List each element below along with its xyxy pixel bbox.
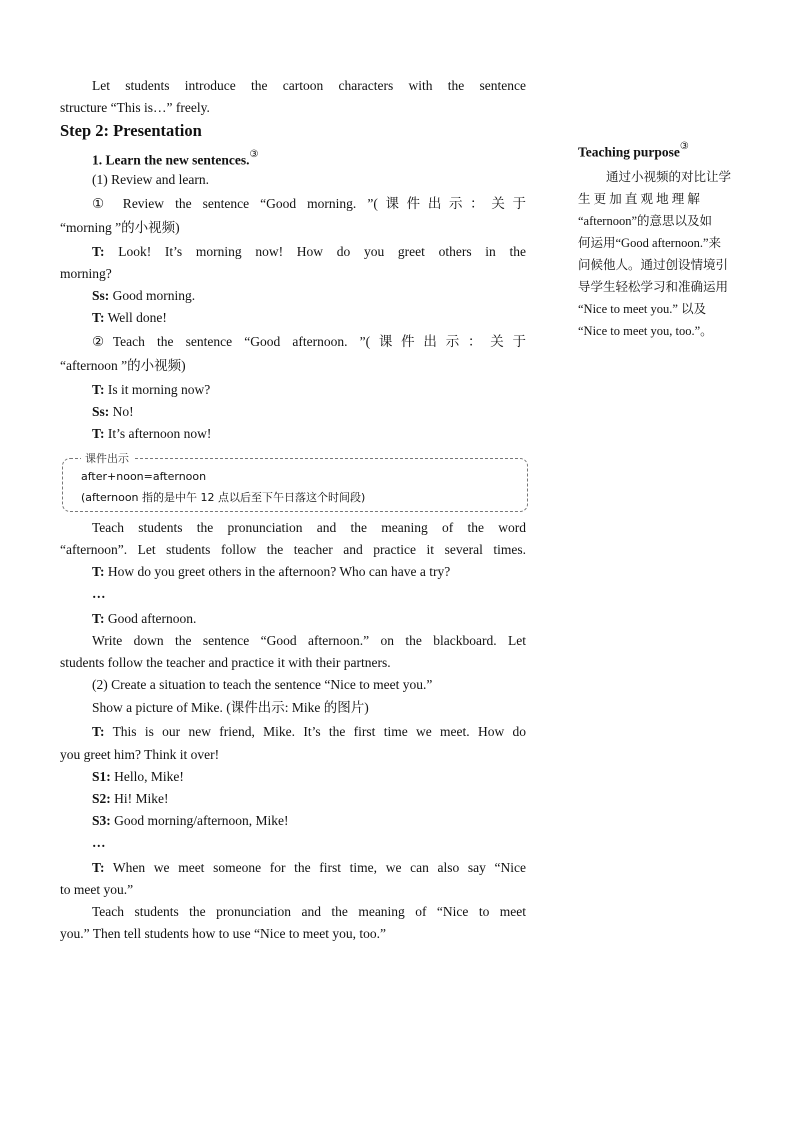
footnote-marker: ③ [249, 149, 259, 160]
purpose-line: 何运用“Good afternoon.”来 [578, 236, 722, 250]
dialogue-text: Good morning. [112, 288, 196, 303]
speaker-label: T: [92, 860, 105, 875]
purpose-line: “Nice to meet you.” 以及 [578, 302, 707, 316]
speaker-label: S2: [92, 791, 111, 806]
dialogue-text: No! [112, 404, 134, 419]
sub-heading-text: 1. Learn the new sentences. [92, 152, 250, 168]
purpose-line: 生 更 加 直 观 地 理 解 [578, 192, 700, 206]
ellipsis: … [92, 835, 106, 850]
dialogue-line [92, 285, 526, 307]
dialogue-text: When we meet someone for the first time, we can also say “Nice [112, 860, 526, 875]
dialogue-text: Is it morning now? [107, 382, 211, 397]
item2-line-2: “afternoon ”的小视频) [60, 358, 186, 373]
courseware-line-2: (afternoon 指的是中午 12 点以后至下午日落这个时间段) [81, 491, 366, 504]
dialogue-text: Hi! Mike! [114, 791, 169, 806]
purpose-line: 通过小视频的对比让学 [606, 170, 732, 184]
final-line-2: you.” Then tell students how to use “Nice to meet you, too.” [60, 926, 386, 941]
dialogue-text: Well done! [107, 310, 167, 325]
dialogue-text: It’s afternoon now! [107, 426, 212, 441]
purpose-line: “afternoon”的意思以及如 [578, 214, 712, 228]
write-line-2: students follow the teacher and practice it with their partners. [60, 655, 391, 670]
teaching-purpose-title-text: Teaching purpose [578, 144, 680, 160]
dialogue-line [92, 810, 526, 832]
dialogue-line [92, 241, 526, 263]
courseware-label: 课件出示 [81, 450, 133, 466]
dialogue-line [92, 788, 526, 810]
intro-line-1: Let students introduce the cartoon characters with the sentence [92, 78, 526, 93]
speaker-label: T: [92, 564, 105, 579]
speaker-label: T: [92, 724, 105, 739]
item1-line-1: ① Review the sentence “Good morning. ”(课件出示：关于 [92, 196, 526, 211]
teaching-purpose-title [578, 143, 689, 161]
dialogue-text: This is our new friend, Mike. It’s the first time we meet. How do [112, 724, 526, 739]
dialogue-line [92, 857, 526, 879]
write-line-1: Write down the sentence “Good afternoon.” on the blackboard. Let [92, 633, 526, 648]
final-line-1: Teach students the pronunciation and the meaning of “Nice to meet [92, 904, 526, 919]
dialogue-line [92, 766, 526, 788]
speaker-label: T: [92, 382, 105, 397]
purpose-line: “Nice to meet you, too.”。 [578, 324, 713, 338]
dialogue-line [92, 608, 526, 630]
dialogue-line [92, 401, 526, 423]
courseware-line-1: after+noon=afternoon [81, 470, 207, 483]
dialogue-text: Hello, Mike! [114, 769, 184, 784]
dialogue-text: Look! It’s morning now! How do you greet others in the [118, 244, 527, 259]
dialogue-line: you greet him? Think it over! [60, 747, 220, 762]
dialogue-line: morning? [60, 266, 112, 281]
dialogue-line [92, 721, 526, 743]
part1-title: (1) Review and learn. [92, 172, 209, 187]
purpose-line: 问候他人。通过创设情境引 [578, 258, 729, 272]
item2-line-1: ②Teach the sentence “Good afternoon. ”(课件出示：关于 [92, 334, 526, 349]
dialogue-line [92, 561, 526, 583]
dialogue-text: Good afternoon. [107, 611, 197, 626]
show-line: Show a picture of Mike. (课件出示: Mike 的图片) [92, 700, 369, 715]
ellipsis: … [92, 586, 106, 601]
courseware-box [62, 452, 528, 512]
dialogue-line [92, 307, 526, 329]
speaker-label: T: [92, 611, 105, 626]
intro-line-2: structure “This is…” freely. [60, 100, 210, 115]
dialogue-text: How do you greet others in the afternoon? Who can have a try? [107, 564, 451, 579]
speaker-label: T: [92, 310, 105, 325]
teach-line-1: Teach students the pronunciation and the meaning of the word [92, 520, 526, 535]
step-heading: Step 2: Presentation [60, 121, 202, 140]
part2-title: (2) Create a situation to teach the sentence “Nice to meet you.” [92, 677, 433, 692]
sub-heading [92, 146, 526, 172]
speaker-label: Ss: [92, 288, 110, 303]
dialogue-line [92, 423, 526, 445]
speaker-label: Ss: [92, 404, 110, 419]
dialogue-text: Good morning/afternoon, Mike! [114, 813, 289, 828]
speaker-label: S3: [92, 813, 111, 828]
speaker-label: T: [92, 244, 105, 259]
teach-line-2: “afternoon”. Let students follow the teacher and practice it several times. [60, 542, 526, 557]
purpose-line: 导学生轻松学习和准确运用 [578, 280, 729, 294]
dialogue-line: to meet you.” [60, 882, 134, 897]
speaker-label: T: [92, 426, 105, 441]
dialogue-line [92, 379, 526, 401]
item1-line-2: “morning ”的小视频) [60, 220, 180, 235]
speaker-label: S1: [92, 769, 111, 784]
footnote-marker: ③ [679, 141, 689, 152]
